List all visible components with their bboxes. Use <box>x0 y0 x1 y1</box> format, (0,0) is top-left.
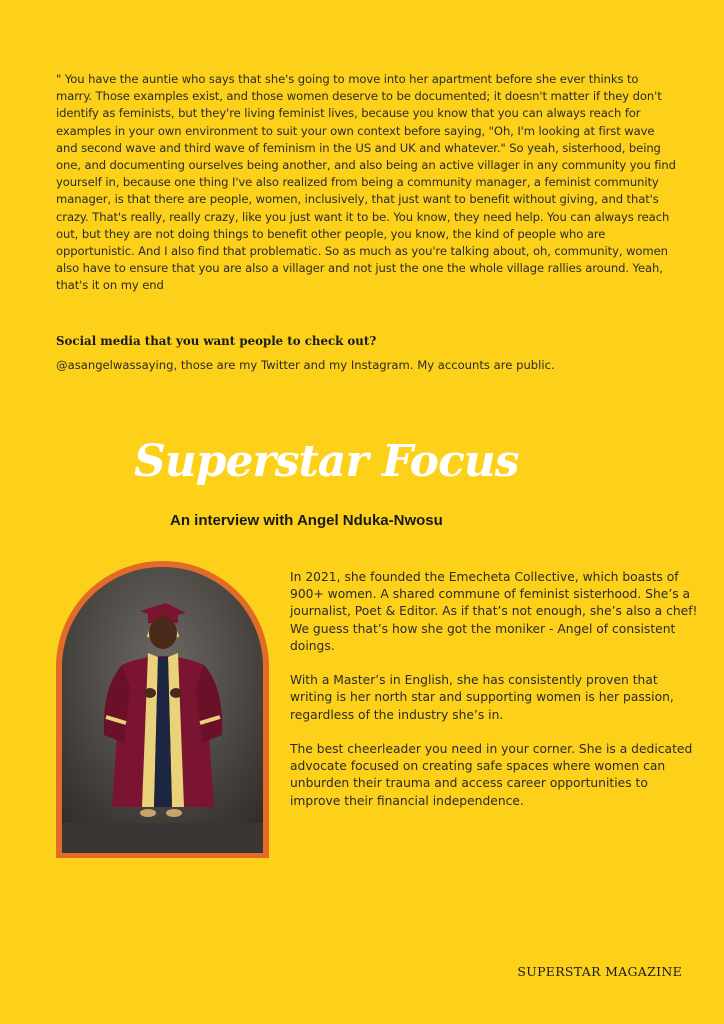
feature-title: Superstar Focus <box>134 436 519 487</box>
bio-paragraph: The best cheerleader you need in your corner. She is a dedicated advocate focused on creating safe spaces where women can unburden their trauma and access career opportunities to improve their financial independence. <box>290 742 693 808</box>
interview-quote: " You have the auntie who says that she's going to move into her apartment before she ever thinks to marry. Those examples exist, and those women deserve to be documented; it doesn't matter if they don't identify as feminists, but they're living feminist lives, because you know that you can always reach for examples in your own environment to suit your own context before saying, "Oh, I'm looking at first wave and second wave and third wave of feminism in the US and UK and whatever." So yeah, sisterhood, being one, and documenting ourselves being another, and also being an active villager in any community you find yourself in, because one thing I've also realized from being a community manager, a feminist community manager, is that there are people, women, inclusively, that just want to benefit without giving, and that's crazy. That's really, really crazy, like you just want it to be. You know, they need help. You can always reach out, but they are not doing things to benefit other people, you know, the kind of people who are opportunistic. And I also find that problematic. So as much as you're talking about, oh, community, women also have to ensure that you are also a villager and not just the one the whole village rallies around. Yeah, that's it on my end <box>56 72 676 293</box>
bio-paragraph: In 2021, she founded the Emecheta Collective, which boasts of 900+ women. A shared commune of feminist sisterhood. She’s a journalist, Poet & Editor. As if that’s not enough, she’s also a chef! We guess that’s how she got the moniker - Angel of consistent doings. <box>290 570 698 653</box>
portrait-photo <box>62 567 263 853</box>
feature-bio <box>290 569 700 827</box>
magazine-name: SUPERSTAR MAGAZINE <box>517 964 682 979</box>
interview-question: Social media that you want people to check out? <box>56 334 377 348</box>
interview-answer: @asangelwassaying, those are my Twitter and my Instagram. My accounts are public. <box>56 358 555 372</box>
bio-paragraph: With a Master’s in English, she has consistently proven that writing is her north star and supporting women is her passion, regardless of the industry she’s in. <box>290 673 674 722</box>
feature-subtitle: An interview with Angel Nduka-Nwosu <box>170 512 443 529</box>
portrait-frame <box>56 561 269 858</box>
